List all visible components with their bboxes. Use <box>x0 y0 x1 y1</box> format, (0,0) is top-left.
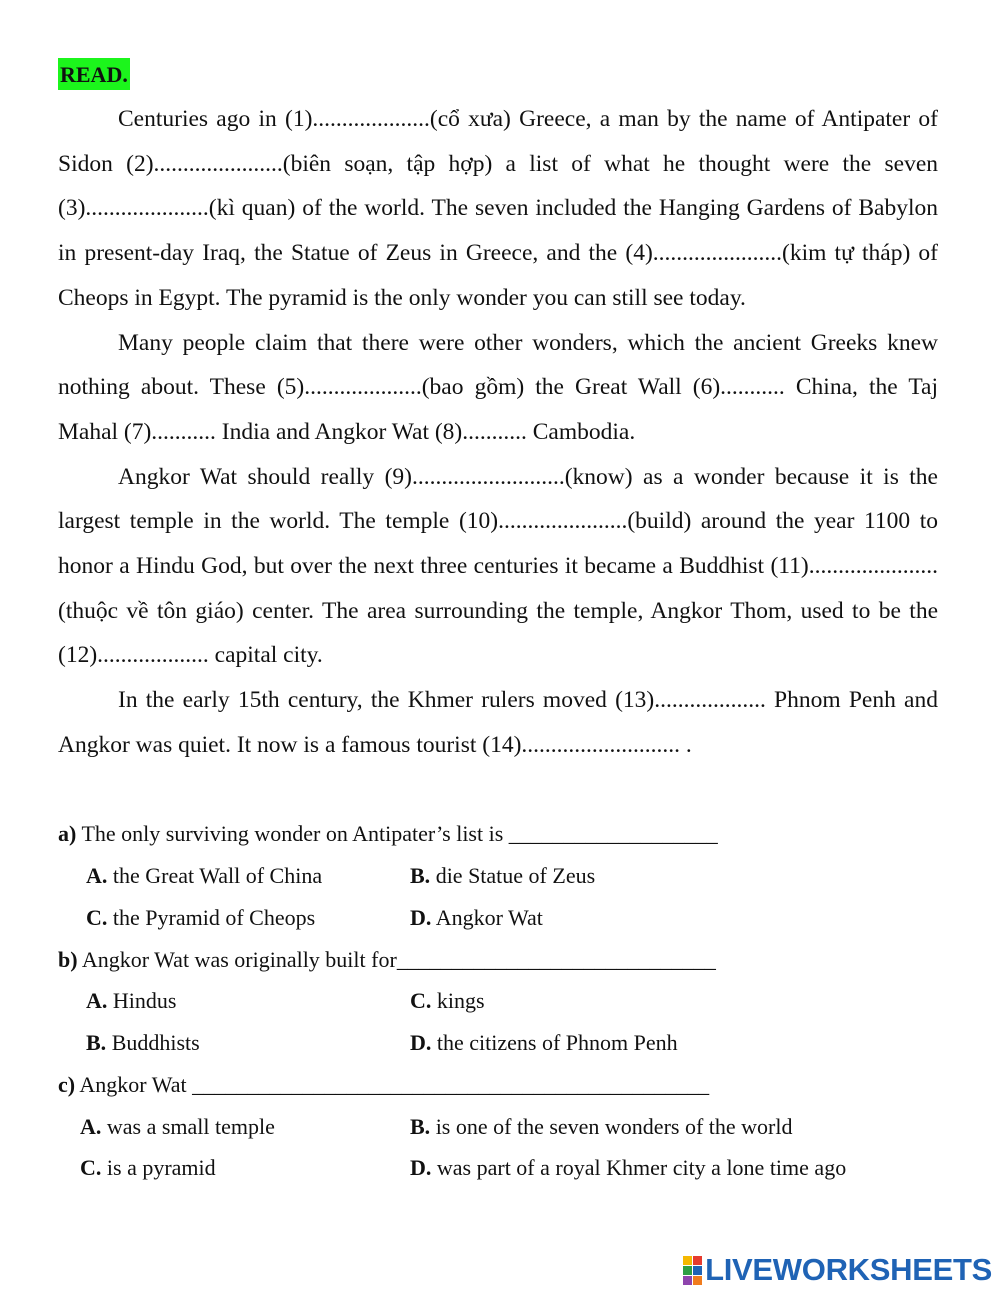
option-a-C[interactable] <box>86 903 315 933</box>
option-text: the citizens of Phnom Penh <box>436 1030 678 1055</box>
option-letter: C. <box>80 1155 102 1180</box>
liveworksheets-logo[interactable] <box>683 1253 992 1287</box>
option-b-B[interactable] <box>86 1028 200 1058</box>
option-text: the Pyramid of Cheops <box>112 905 316 930</box>
logo-block <box>693 1276 702 1285</box>
option-text: Hindus <box>112 988 177 1013</box>
option-letter: C. <box>86 905 108 930</box>
option-letter: B. <box>410 1114 431 1139</box>
option-letter: D. <box>410 1030 432 1055</box>
option-b-A[interactable] <box>86 986 176 1016</box>
brand-name: LIVEWORKSHEETS <box>705 1252 992 1287</box>
option-text: is a pyramid <box>106 1155 216 1180</box>
question-stem: The only surviving wonder on Antipater’s list is <box>81 821 504 846</box>
passage-paragraph-4: In the early 15th century, the Khmer rulers moved (13)................... Phnom Penh and Angkor was quiet. It now is a famous tourist (14)........................... . <box>58 687 938 758</box>
question-c <box>58 1070 958 1100</box>
option-letter: A. <box>86 988 108 1013</box>
reading-passage <box>58 97 938 768</box>
option-text: Buddhists <box>111 1030 200 1055</box>
answer-blank[interactable]: _______________________________________________ <box>192 1072 710 1097</box>
logo-blocks-icon <box>683 1256 702 1285</box>
option-letter: B. <box>86 1030 107 1055</box>
question-label: b) <box>58 947 78 972</box>
option-letter: B. <box>410 863 431 888</box>
option-c-B[interactable] <box>410 1112 793 1142</box>
option-letter: A. <box>80 1114 102 1139</box>
option-letter: A. <box>86 863 108 888</box>
option-text: was part of a royal Khmer city a lone time ago <box>436 1155 847 1180</box>
question-b <box>58 945 958 975</box>
option-text: the Great Wall of China <box>112 863 323 888</box>
question-a <box>58 819 958 849</box>
option-c-C[interactable] <box>80 1153 216 1183</box>
option-letter: D. <box>410 905 432 930</box>
option-text: die Statue of Zeus <box>435 863 596 888</box>
logo-block <box>683 1266 692 1275</box>
option-b-C[interactable] <box>410 986 485 1016</box>
option-text: was a small temple <box>106 1114 275 1139</box>
logo-block <box>683 1256 692 1265</box>
question-stem: Angkor Wat <box>79 1072 187 1097</box>
option-a-A[interactable] <box>86 861 322 891</box>
option-a-B[interactable] <box>410 861 595 891</box>
option-a-D[interactable] <box>410 903 543 933</box>
option-b-D[interactable] <box>410 1028 678 1058</box>
question-stem: Angkor Wat was originally built for <box>81 947 397 972</box>
logo-block <box>693 1256 702 1265</box>
question-label: c) <box>58 1072 76 1097</box>
question-label: a) <box>58 821 77 846</box>
option-text: is one of the seven wonders of the world <box>435 1114 793 1139</box>
option-letter: C. <box>410 988 432 1013</box>
option-text: Angkor Wat <box>435 905 543 930</box>
passage-paragraph-2: Many people claim that there were other wonders, which the ancient Greeks knew nothing about. These (5)....................(bao gồm) the Great Wall (6)........... China, the Taj Mahal (7)........... India and Angkor Wat (8)........... Cambodia. <box>58 329 938 445</box>
option-text: kings <box>436 988 485 1013</box>
passage-paragraph-3: Angkor Wat should really (9)..........................(know) as a wonder because it is the largest temple in the world. The temple (10)......................(build) around the year 1100 to honor a Hindu God, but over the next three centuries it became a Buddhist (11)......................(thuộc về tôn giáo) center. The area surrounding the temple, Angkor Thom, used to be the (12)................... capital city. <box>58 463 938 669</box>
logo-block <box>683 1276 692 1285</box>
answer-blank[interactable]: _____________________________ <box>396 947 716 972</box>
read-heading: READ. <box>58 58 130 90</box>
answer-blank[interactable]: ___________________ <box>508 821 718 846</box>
logo-block <box>693 1266 702 1275</box>
option-letter: D. <box>410 1155 432 1180</box>
option-c-D[interactable] <box>410 1153 846 1183</box>
passage-paragraph-1: Centuries ago in (1)....................(cổ xưa) Greece, a man by the name of Antipater of Sidon (2)......................(biên soạn, tập hợp) a list of what he thought were the seven (3).....................(kì quan) of the world. The seven included the Hanging Gardens of Babylon in present-day Iraq, the Statue of Zeus in Greece, and the (4)......................(kim tự tháp) of Cheops in Egypt. The pyramid is the only wonder you can still see today. <box>58 106 938 311</box>
option-c-A[interactable] <box>80 1112 275 1142</box>
